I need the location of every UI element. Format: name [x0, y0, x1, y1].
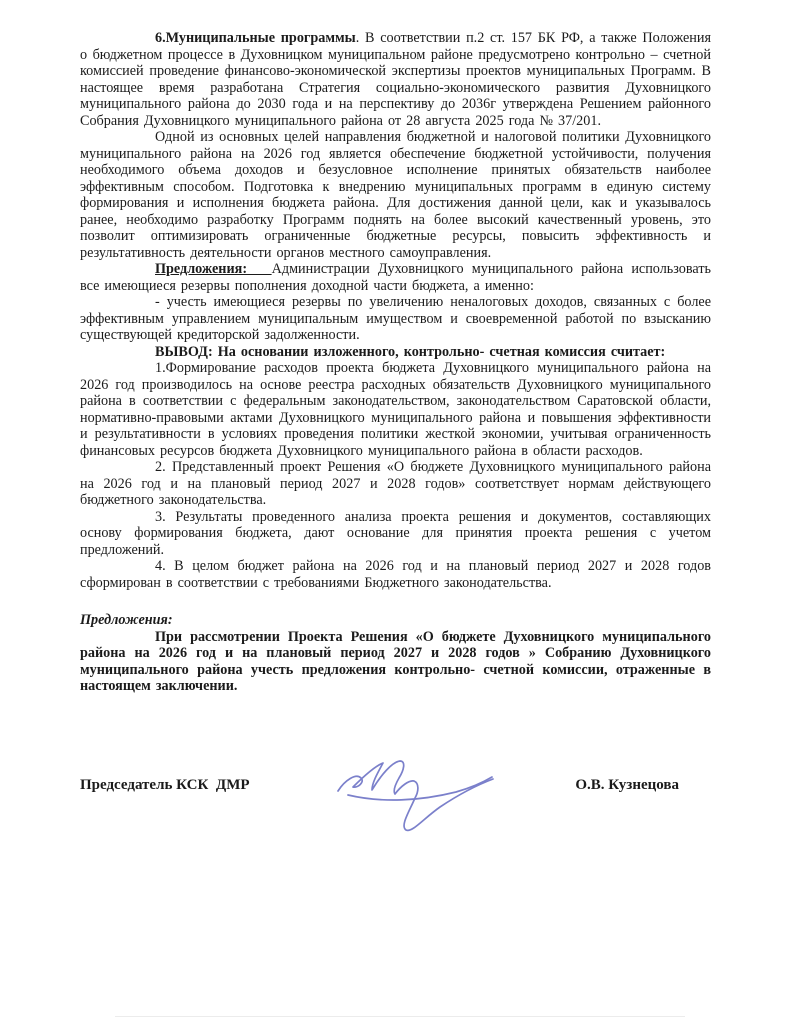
- document-body: [80, 30, 711, 845]
- final-proposals-text: При рассмотрении Проекта Решения «О бюджете Духовницкого муниципального района на 2026 год и на плановый период 2027 и 2028 годов » Собранию Духовницкого муниципального района учесть предложения контрольно- счетной комиссии, отраженные в настоящем заключении.: [80, 628, 711, 694]
- final-proposals-paragraph: [80, 629, 711, 695]
- budget-policy-goals-text: Одной из основных целей направления бюджетной и налоговой политики Духовницкого муниципального района на 2026 год является обеспечение бюджетной устойчивости, получения необходимого объема доходов и безусловное исполнение принятых обязательств наиболее эффективным способом. Подготовка к внедрению муниципальных программ в единую систему формирования и исполнения бюджета района. Для достижения данной цели, как и указывалось ранее, необходимо разработку Программ поднять на более высокий качественный уровень, это позволит оптимизировать ограниченные бюджетные ресурсы, повысить эффективность и результативность деятельности органов местного самоуправления.: [80, 129, 711, 261]
- conclusion-item-1-text: 1.Формирование расходов проекта бюджета Духовницкого муниципального района на 2026 год производилось на основе реестра расходных обязательств Духовницкого муниципального района в соответствии с федеральным законодательством, законодательством Саратовской области, нормативно-правовыми актами Духовницкого муниципального района и повышения эффективности и результативности в условиях проведения политики жесткой экономии, учитывая ограниченность финансовых ресурсов бюджета Духовницкого муниципального района в области расходов.: [80, 360, 711, 459]
- paragraph-municipal-programs: [80, 30, 711, 129]
- scan-artifact-line: [115, 1016, 685, 1017]
- final-proposals-heading-text: Предложения:: [80, 612, 173, 628]
- conclusion-item-2: [80, 459, 711, 509]
- signatory-title: Председатель КСК ДМР: [80, 776, 250, 793]
- reserves-item-text: - учесть имеющиеся резервы по увеличению неналоговых доходов, связанных с более эффективным управлением муниципальным имуществом и своевременной работой по взысканию существующей кредиторской задолженности.: [80, 294, 711, 343]
- proposals-admin-text: Администрации Духовницкого муниципального района использовать все имеющиеся резервы пополнения доходной части бюджета, а именно:: [80, 261, 711, 294]
- paragraph-budget-policy-goals: [80, 129, 711, 261]
- signatory-name: О.В. Кузнецова: [575, 776, 679, 793]
- signature-block: [80, 735, 711, 845]
- conclusion-heading: [80, 344, 711, 361]
- handwritten-signature-icon: [320, 735, 500, 835]
- proposals-heading-underlined: Предложения:: [155, 261, 272, 277]
- paragraph-reserves-item: [80, 294, 711, 344]
- conclusion-heading-text: ВЫВОД: На основании изложенного, контрольно- счетная комиссия считает:: [155, 343, 666, 360]
- conclusion-item-3: [80, 509, 711, 559]
- conclusion-item-4: [80, 558, 711, 591]
- conclusion-item-4-text: 4. В целом бюджет района на 2026 год и на плановый период 2027 и 2028 годов сформирован в соответствии с требованиями Бюджетного законодательства.: [80, 558, 711, 591]
- final-proposals-heading: [80, 612, 711, 629]
- paragraph-proposals-admin: [80, 261, 711, 294]
- conclusion-item-1: [80, 360, 711, 459]
- conclusion-item-3-text: 3. Результаты проведенного анализа проекта решения и документов, составляющих основу формирования бюджета, дают основание для принятия проекта решения с учетом предложений.: [80, 508, 711, 558]
- municipal-programs-heading: 6.Муниципальные программы: [155, 30, 356, 46]
- municipal-programs-text: . В соответствии п.2 ст. 157 БК РФ, а также Положения о бюджетном процессе в Духовницком муниципальном районе предусмотрено контрольно – счетной комиссией проведение финансово-экономической экспертизы проектов муниципальных Программ. В настоящее время разработана Стратегия социально-экономического развития Духовницкого муниципального района до 2030 года и на перспективу до 2036г утверждена Решением районного Собрания Духовницкого муниципального района от 28 августа 2025 года № 37/201.: [80, 30, 711, 129]
- conclusion-item-2-text: 2. Представленный проект Решения «О бюджете Духовницкого муниципального района на 2026 год и на плановый период 2027 и 2028 годов» соответствует нормам действующего бюджетного законодательства.: [80, 459, 711, 508]
